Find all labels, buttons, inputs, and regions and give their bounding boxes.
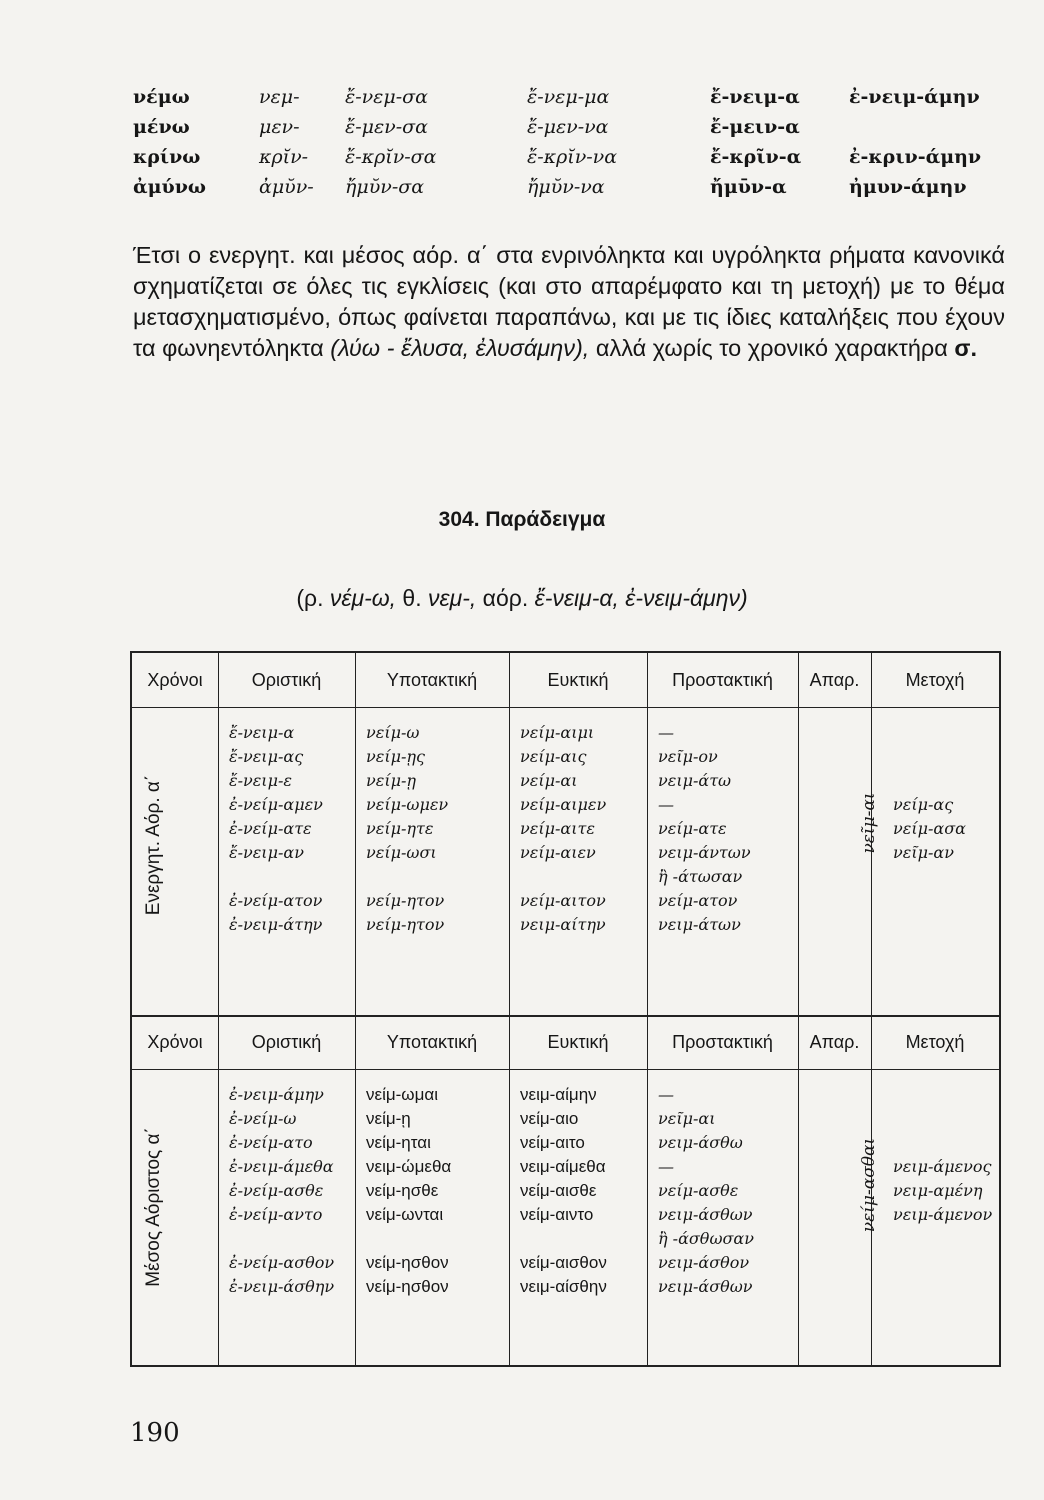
table-header-2: Υποτακτική — [386, 669, 478, 690]
subtitle-theme: νεμ-, — [428, 585, 477, 611]
verb-intermediate-form: ἔ-νεμ-μα — [527, 86, 610, 108]
middle-optative-form: νειμ-αίμεθα — [520, 1157, 606, 1176]
paragraph-character: σ. — [954, 335, 978, 361]
verb-present: νέμω — [133, 86, 190, 108]
section-title: 304. Παράδειγμα — [438, 508, 606, 531]
middle-optative-form: νείμ-αιτο — [520, 1133, 585, 1152]
middle-indicative-form: ἐ-νειμ-άμεθα — [229, 1157, 334, 1176]
active-subjunctive-form: νείμ-ῃς — [366, 747, 425, 766]
subtitle-present: νέμ-ω, — [329, 585, 397, 611]
subtitle-r-label: (ρ. — [296, 585, 330, 611]
active-indicative-form: ἔ-νειμ-α — [229, 723, 295, 742]
middle-indicative-form: ἐ-νείμ-ασθε — [229, 1181, 324, 1200]
verb-intermediate-form: ἔ-μεν-να — [527, 116, 609, 138]
verb-theoretical-form: ἔ-κρῐν-σα — [345, 146, 437, 168]
active-indicative-form: ἐ-νείμ-αμεν — [229, 795, 323, 814]
active-imperative-form: νείμ-ατε — [658, 819, 727, 838]
verb-middle-aorist: ἠμυν-άμην — [849, 176, 967, 198]
middle-subjunctive-form: νείμ-ωμαι — [366, 1085, 438, 1104]
active-subjunctive-form: νείμ-ητον — [366, 915, 445, 934]
middle-optative-form: νείμ-αιντο — [520, 1205, 594, 1224]
paradigm-table — [130, 651, 1001, 1367]
middle-subjunctive-form: νείμ-ῃ — [366, 1109, 411, 1128]
table-column-divider — [218, 653, 219, 1365]
middle-imperative-form: νειμ-άσθων — [658, 1277, 753, 1296]
verb-stem: νεμ- — [259, 86, 300, 108]
middle-indicative-column — [229, 1083, 334, 1299]
paragraph-text: Έτσι ο ενεργητ. και μέσος αόρ. α΄ στα ενρινόληκτα και υγρόληκτα ρήματα κανονικά σχηματίζεται σε όλες τις εγκλίσεις (και στο απαρέμφατο και τη μετοχή) με το θέμα μετασχηματισμένο, όπως φαίνεται παραπάνω, και με τις ίδιες καταλήξεις που έχουν τα φωνηεντόληκτα — [133, 242, 1005, 361]
active-subjunctive-form: νείμ-ωμεν — [366, 795, 449, 814]
table-header-4: Προστακτική — [672, 1031, 773, 1052]
active-imperative-form: νειμ-άντων — [658, 843, 751, 862]
active-participle-form: νεῖμ-αν — [893, 843, 954, 862]
table-header-2: Υποτακτική — [386, 1031, 478, 1052]
middle-indicative-form: ἐ-νείμ-αντο — [229, 1205, 323, 1224]
middle-imperative-form: νεῖμ-αι — [658, 1109, 716, 1128]
middle-subjunctive-form: νείμ-ηται — [366, 1133, 431, 1152]
active-participle-form: νείμ-ας — [893, 795, 954, 814]
middle-subjunctive-form: νείμ-ησθον — [366, 1253, 449, 1272]
table-header-5: Απαρ. — [809, 669, 860, 690]
middle-imperative-form: — — [658, 1157, 674, 1176]
verb-middle-aorist: ἐ-νειμ-άμην — [849, 86, 980, 108]
paragraph-after: αλλά χωρίς το χρονικό χαρακτήρα — [589, 335, 955, 361]
active-subjunctive-form: νείμ-ῃ — [366, 771, 416, 790]
middle-subjunctive-form: νειμ-ώμεθα — [366, 1157, 452, 1176]
table-header-1: Οριστική — [251, 1031, 322, 1052]
active-infinitive: νεῖμ-αι — [859, 792, 879, 854]
table-header-3: Ευκτική — [547, 1031, 609, 1052]
verb-present: κρίνω — [133, 146, 201, 168]
page-number: 190 — [130, 1418, 180, 1448]
table-header-0: Χρόνοι — [147, 669, 203, 690]
table-header-6: Μετοχή — [905, 1031, 965, 1052]
middle-imperative-column — [658, 1083, 754, 1299]
verb-active-aorist: ἔ-νειμ-α — [710, 86, 800, 108]
active-optative-form: νείμ-αιεν — [520, 843, 596, 862]
middle-imperative-form: νείμ-ασθε — [658, 1181, 739, 1200]
middle-imperative-form: — — [658, 1085, 674, 1104]
table-column-divider — [798, 653, 799, 1365]
active-indicative-form: ἐ-νειμ-άτην — [229, 915, 323, 934]
active-indicative-form: ἐ-νείμ-ατον — [229, 891, 323, 910]
active-indicative-column — [229, 721, 323, 937]
table-row-divider — [132, 707, 999, 708]
middle-imperative-form: νειμ-άσθω — [658, 1133, 743, 1152]
active-optative-form: νείμ-αιτε — [520, 819, 595, 838]
table-column-divider — [509, 653, 510, 1365]
middle-indicative-form: ἐ-νείμ-ατο — [229, 1133, 313, 1152]
verb-theoretical-form: ἤμῠν-σα — [345, 176, 425, 198]
active-imperative-form: — — [658, 795, 674, 814]
active-subjunctive-form: νείμ-ητον — [366, 891, 445, 910]
active-optative-form: νείμ-αι — [520, 771, 578, 790]
active-subjunctive-form: νείμ-ωσι — [366, 843, 437, 862]
verb-active-aorist: ἤμῡν-α — [710, 176, 787, 198]
middle-indicative-form: ἐ-νείμ-ασθον — [229, 1253, 335, 1272]
verb-intermediate-form: ἤμῠν-να — [527, 176, 605, 198]
verb-stem: κρῐν- — [259, 146, 309, 168]
active-subjunctive-form — [366, 865, 448, 889]
middle-optative-form: νειμ-αίσθην — [520, 1277, 607, 1296]
verb-active-aorist: ἔ-μειν-α — [710, 116, 800, 138]
table-row-divider — [132, 1069, 999, 1070]
verb-present: μένω — [133, 116, 190, 138]
table-column-divider — [355, 653, 356, 1365]
middle-optative-form — [520, 1227, 607, 1251]
active-indicative-form: ἐ-νείμ-ατε — [229, 819, 312, 838]
active-indicative-form — [229, 865, 323, 889]
active-optative-form: νείμ-αιτον — [520, 891, 606, 910]
active-imperative-form: νειμ-άτων — [658, 915, 741, 934]
active-imperative-column — [658, 721, 751, 937]
table-header-3: Ευκτική — [547, 669, 609, 690]
active-imperative-form: νείμ-ατον — [658, 891, 738, 910]
verb-active-aorist: ἔ-κρῖν-α — [710, 146, 802, 168]
verb-present: ἀμύνω — [133, 176, 206, 198]
middle-optative-form: νείμ-αισθον — [520, 1253, 607, 1272]
table-header-6: Μετοχή — [905, 669, 965, 690]
middle-subjunctive-form: νείμ-ωνται — [366, 1205, 444, 1224]
active-indicative-form: ἔ-νειμ-ε — [229, 771, 292, 790]
subtitle-aorist: ἔ-νειμ-α, ἐ-νειμ-άμην) — [534, 585, 748, 611]
middle-voice-label: Μέσος Αόριστος α΄ — [143, 1127, 164, 1287]
middle-indicative-form: ἐ-νειμ-άμην — [229, 1085, 324, 1104]
active-imperative-form: νεῖμ-ον — [658, 747, 718, 766]
active-participle-form: νείμ-ασα — [893, 819, 966, 838]
middle-participle-form: νειμ-άμενος — [893, 1157, 992, 1176]
verb-stem: ἀμῠν- — [259, 176, 314, 198]
active-optative-form — [520, 865, 606, 889]
middle-optative-column — [520, 1083, 607, 1299]
subtitle-theme-label: θ. — [396, 585, 429, 611]
active-subjunctive-form: νείμ-ω — [366, 723, 420, 742]
active-subjunctive-column — [366, 721, 448, 937]
middle-infinitive: νείμ-ασθαι — [859, 1137, 879, 1233]
active-voice-label: Ενεργητ. Αόρ. α΄ — [143, 774, 164, 916]
verb-theoretical-form: ἔ-μεν-σα — [345, 116, 428, 138]
middle-indicative-form — [229, 1227, 334, 1251]
verb-stem: μεν- — [259, 116, 300, 138]
active-indicative-form: ἔ-νειμ-ας — [229, 747, 304, 766]
verb-theoretical-form: ἔ-νεμ-σα — [345, 86, 428, 108]
middle-indicative-form: ἐ-νειμ-άσθην — [229, 1277, 335, 1296]
middle-optative-form: νείμ-αισθε — [520, 1181, 597, 1200]
active-imperative-form: — — [658, 723, 674, 742]
active-subjunctive-form: νείμ-ητε — [366, 819, 434, 838]
middle-participle-column — [893, 1155, 992, 1227]
middle-optative-form: νείμ-αιο — [520, 1109, 579, 1128]
explanatory-paragraph — [133, 240, 1005, 364]
middle-imperative-form: νειμ-άσθον — [658, 1253, 750, 1272]
table-header-0: Χρόνοι — [147, 1031, 203, 1052]
table-header-5: Απαρ. — [809, 1031, 860, 1052]
middle-subjunctive-form: νείμ-ησθε — [366, 1181, 439, 1200]
middle-participle-form: νειμ-άμενον — [893, 1205, 993, 1224]
middle-subjunctive-column — [366, 1083, 451, 1299]
active-participle-column — [893, 793, 966, 865]
active-indicative-form: ἔ-νειμ-αν — [229, 843, 304, 862]
middle-subjunctive-form — [366, 1227, 451, 1251]
verb-intermediate-form: ἔ-κρῐν-να — [527, 146, 618, 168]
middle-indicative-form: ἐ-νείμ-ω — [229, 1109, 297, 1128]
middle-imperative-form: νειμ-άσθων — [658, 1205, 753, 1224]
middle-participle-form: νειμ-αμένη — [893, 1181, 983, 1200]
active-imperative-form: ἢ -άτωσαν — [658, 867, 743, 886]
active-optative-form: νείμ-αιμεν — [520, 795, 607, 814]
active-optative-form: νείμ-αιμι — [520, 723, 595, 742]
active-imperative-form: νειμ-άτω — [658, 771, 732, 790]
table-header-4: Προστακτική — [672, 669, 773, 690]
active-optative-form: νείμ-αις — [520, 747, 587, 766]
table-column-divider — [647, 653, 648, 1365]
middle-optative-form: νειμ-αίμην — [520, 1085, 597, 1104]
paragraph-examples: (λύω - ἔλυσα, ἐλυσάμην), — [330, 335, 590, 361]
middle-imperative-form: ἢ -άσθωσαν — [658, 1229, 754, 1248]
subtitle-aorist-label: αόρ. — [476, 585, 535, 611]
paradigm-subtitle — [0, 585, 1044, 612]
middle-subjunctive-form: νείμ-ησθον — [366, 1277, 449, 1296]
table-header-1: Οριστική — [251, 669, 322, 690]
active-optative-column — [520, 721, 606, 937]
active-optative-form: νειμ-αίτην — [520, 915, 606, 934]
verb-middle-aorist: ἐ-κριν-άμην — [849, 146, 982, 168]
